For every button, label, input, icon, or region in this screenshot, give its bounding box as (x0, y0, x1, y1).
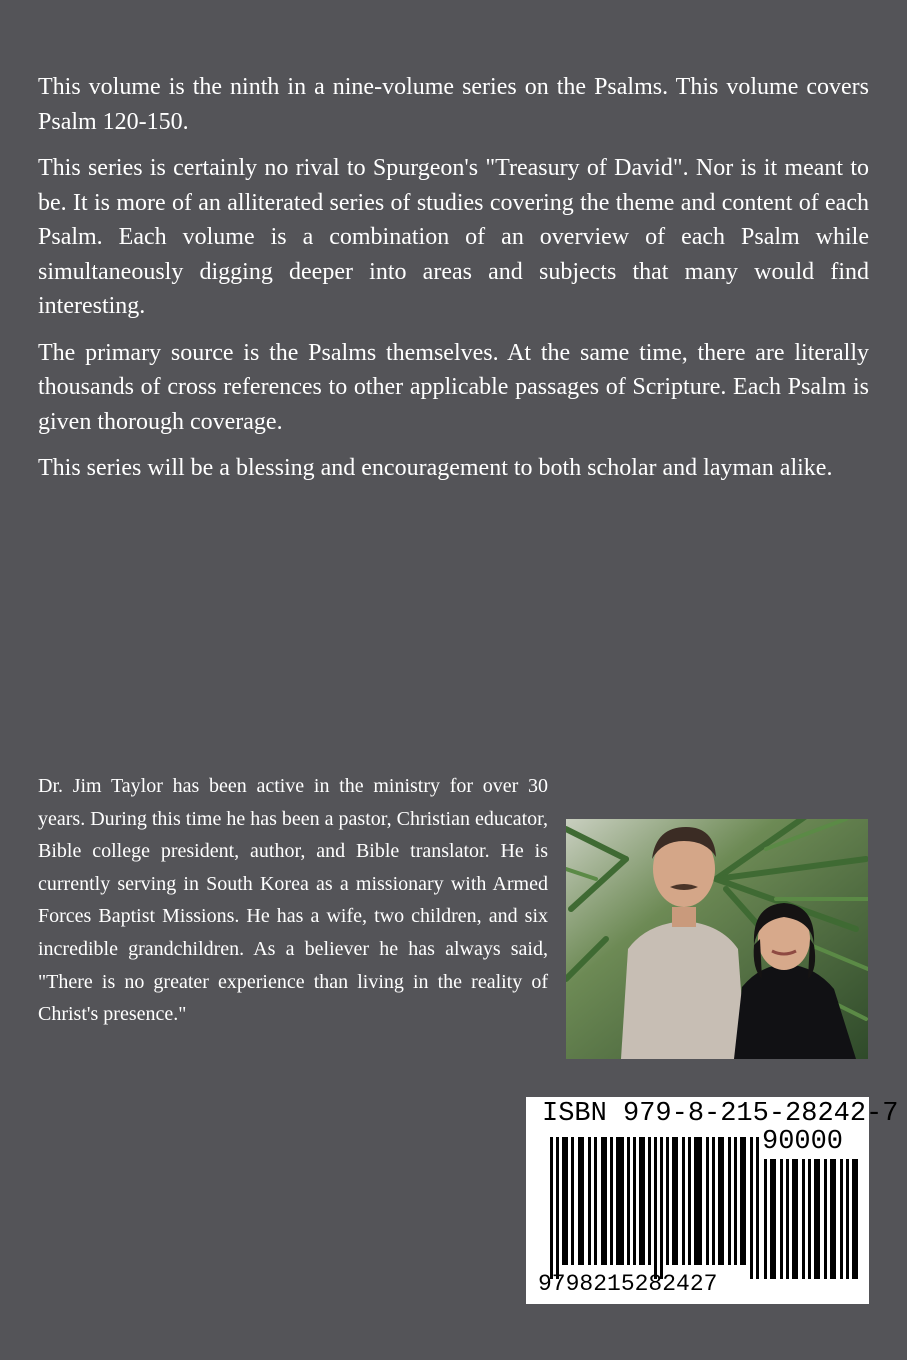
isbn-barcode (526, 1097, 899, 1304)
barcode-digits: 9798215282427 (538, 1271, 718, 1297)
author-photo (566, 819, 868, 1059)
blurb-paragraph-3: The primary source is the Psalms themselves. At the same time, there are literally thousands of cross references to other applicable passages of Scripture. Each Psalm is given thorough coverage. (38, 339, 869, 435)
blurb-paragraph-4: This series will be a blessing and encouragement to both scholar and layman alike. (38, 455, 833, 481)
author-bio: Dr. Jim Taylor has been active in the ministry for over 30 years. During this time he has been a pastor, Christian educator, Bible college president, author, and Bible translator. He is currently serving in South Korea as a missionary with Armed Forces Baptist Missions. He has a wife, two children, and six incredible grandchildren. As a believer he has always said, "There is no greater experience than living in the reality of Christ's presence." (38, 775, 548, 1026)
back-cover-blurb (38, 70, 869, 498)
isbn-label: ISBN 979-8-215-28242-7 (542, 1099, 899, 1129)
blurb-paragraph-2: This series is certainly no rival to Spurgeon's "Treasury of David". Nor is it meant to be. It is more of an alliterated series of studies covering the theme and content of each Psalm. Each volume is a combination of an overview of each Psalm while simultaneously digging deeper into areas and subjects that many would find interesting. (38, 155, 869, 319)
price-code: 90000 (762, 1127, 844, 1157)
blurb-paragraph-1: This volume is the ninth in a nine-volume series on the Psalms. This volume covers Psalm 120-150. (38, 74, 869, 135)
